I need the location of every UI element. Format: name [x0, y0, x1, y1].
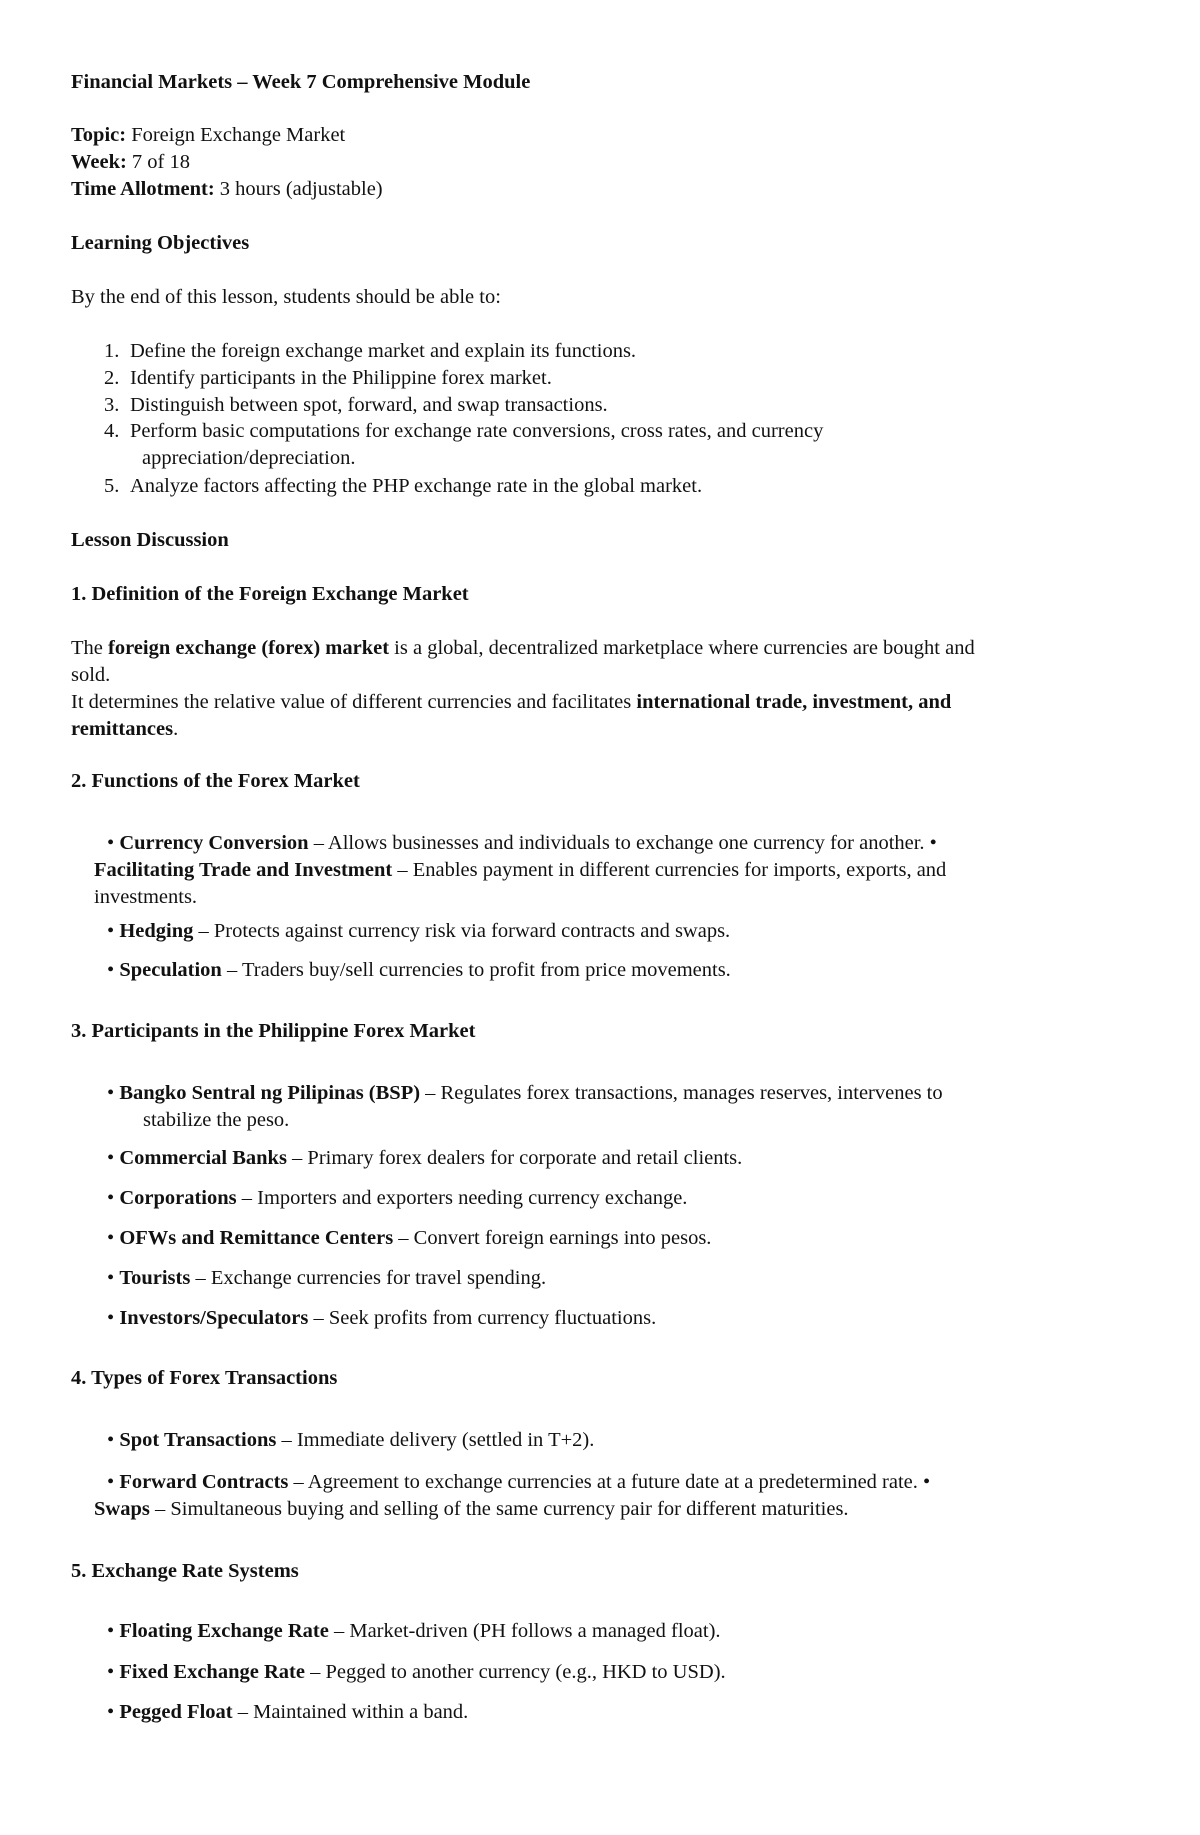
section-3-heading: 3. Participants in the Philippine Forex Market: [71, 1020, 476, 1042]
function-item-speculation: [107, 957, 1107, 984]
bold-term: Fixed Exchange Rate: [119, 1661, 305, 1683]
meta-value: 3 hours (adjustable): [214, 178, 383, 200]
function-item-currency-conversion: [94, 830, 1107, 911]
objectives-intro: By the end of this lesson, students should be able to:: [71, 286, 501, 308]
text-run: – Exchange currencies for travel spending.: [190, 1267, 547, 1289]
participant-item: [107, 1225, 1107, 1252]
text-run: – Seek profits from currency fluctuations.: [308, 1307, 657, 1329]
text-run: – Convert foreign earnings into pesos.: [393, 1227, 712, 1249]
objectives-heading: Learning Objectives: [71, 232, 250, 254]
objective-text-continued: appreciation/depreciation.: [142, 447, 356, 469]
text-run: – Maintained within a band.: [232, 1701, 469, 1723]
objective-number: 5.: [104, 475, 120, 497]
document-title: Financial Markets – Week 7 Comprehensive Module: [71, 71, 531, 93]
text-run: – Simultaneous buying and selling of the same currency pair for different maturities.: [149, 1498, 849, 1520]
bold-term: Pegged Float: [119, 1701, 233, 1723]
participant-item: [107, 1080, 1107, 1134]
text-run: investments.: [94, 886, 198, 908]
meta-label: Topic:: [71, 124, 127, 146]
transaction-item-swaps: [94, 1496, 1094, 1523]
bold-term: Investors/Speculators: [119, 1307, 309, 1329]
text-run: – Pegged to another currency (e.g., HKD to USD).: [304, 1661, 726, 1683]
text-run: The: [71, 637, 108, 659]
bold-term: Hedging: [119, 920, 194, 942]
bullet-glyph: •: [107, 1187, 115, 1209]
bullet-glyph: •: [107, 959, 115, 981]
text-run: – Regulates forex transactions, manages reserves, intervenes to: [420, 1082, 943, 1104]
objective-number: 2.: [104, 367, 120, 389]
bullet-glyph: •: [107, 832, 115, 854]
meta-label: Week:: [71, 151, 127, 173]
text-run: sold.: [71, 664, 111, 686]
bold-term: Commercial Banks: [119, 1147, 287, 1169]
text-run: is a global, decentralized marketplace where currencies are bought and: [389, 637, 975, 659]
bold-term: Corporations: [119, 1187, 237, 1209]
text-run: .: [173, 718, 179, 740]
objective-text: Analyze factors affecting the PHP exchange rate in the global market.: [130, 475, 703, 497]
bullet-glyph: •: [107, 920, 115, 942]
text-run: – Agreement to exchange currencies at a future date at a predetermined rate. •: [288, 1471, 931, 1493]
bold-term: Forward Contracts: [119, 1471, 289, 1493]
participant-item: [107, 1185, 1107, 1212]
section-5-heading: 5. Exchange Rate Systems: [71, 1560, 299, 1582]
meta-value: 7 of 18: [126, 151, 190, 173]
objective-number: 1.: [104, 340, 120, 362]
bold-term: Facilitating Trade and Investment: [94, 859, 393, 881]
rate-system-item: [107, 1699, 1107, 1726]
function-item-hedging: [107, 918, 1107, 945]
objective-item: [104, 473, 1114, 500]
bullet-glyph: •: [107, 1661, 115, 1683]
text-run: stabilize the peso.: [143, 1109, 290, 1131]
meta-topic: [71, 122, 1131, 149]
bullet-glyph: •: [107, 1147, 115, 1169]
section-1-paragraph-2: [71, 689, 1131, 743]
bold-term: Currency Conversion: [119, 832, 309, 854]
objective-item: [104, 365, 1114, 392]
meta-label: Time Allotment:: [71, 178, 215, 200]
transaction-item-spot: [107, 1427, 1107, 1454]
objective-number: 4.: [104, 420, 120, 442]
bullet-glyph: •: [107, 1701, 115, 1723]
objective-number: 3.: [104, 394, 120, 416]
participant-item: [107, 1265, 1107, 1292]
bold-term: Spot Transactions: [119, 1429, 277, 1451]
text-run: – Enables payment in different currencies for imports, exports, and: [392, 859, 947, 881]
objective-text: Distinguish between spot, forward, and swap transactions.: [130, 394, 608, 416]
bold-term: Bangko Sentral ng Pilipinas (BSP): [119, 1082, 421, 1104]
discussion-heading: Lesson Discussion: [71, 529, 229, 551]
participant-item: [107, 1145, 1107, 1172]
meta-value: Foreign Exchange Market: [126, 124, 346, 146]
bold-term: Swaps: [94, 1498, 150, 1520]
function-item-facilitating-trade: [94, 857, 1094, 911]
bold-term: Speculation: [119, 959, 222, 981]
text-run: – Market-driven (PH follows a managed float).: [328, 1620, 721, 1642]
objective-item: [104, 392, 1114, 419]
text-run: – Immediate delivery (settled in T+2).: [276, 1429, 595, 1451]
bullet-glyph: •: [107, 1307, 115, 1329]
text-run: – Traders buy/sell currencies to profit from price movements.: [221, 959, 731, 981]
bullet-glyph: •: [107, 1471, 115, 1493]
transaction-item-forward: [94, 1469, 1107, 1523]
rate-system-item: [107, 1659, 1107, 1686]
section-2-heading: 2. Functions of the Forex Market: [71, 770, 360, 792]
text-run: – Importers and exporters needing currency exchange.: [236, 1187, 688, 1209]
rate-system-item: [107, 1618, 1107, 1645]
meta-week: [71, 149, 1131, 176]
bullet-glyph: •: [107, 1227, 115, 1249]
bullet-glyph: •: [107, 1082, 115, 1104]
objective-item: [104, 338, 1114, 365]
bold-term: Floating Exchange Rate: [119, 1620, 329, 1642]
objective-text: Identify participants in the Philippine forex market.: [130, 367, 552, 389]
bold-term: remittances: [71, 718, 174, 740]
section-1-heading: 1. Definition of the Foreign Exchange Market: [71, 583, 469, 605]
bold-term: OFWs and Remittance Centers: [119, 1227, 394, 1249]
text-run: – Allows businesses and individuals to exchange one currency for another. •: [308, 832, 937, 854]
bullet-glyph: •: [107, 1267, 115, 1289]
section-4-heading: 4. Types of Forex Transactions: [71, 1367, 338, 1389]
bullet-glyph: •: [107, 1620, 115, 1642]
bold-term: Tourists: [119, 1267, 191, 1289]
participant-item: [107, 1305, 1107, 1332]
section-1-paragraph-1: [71, 635, 1131, 689]
bold-term: foreign exchange (forex) market: [108, 637, 390, 659]
text-run: – Primary forex dealers for corporate and retail clients.: [286, 1147, 743, 1169]
objective-text: Perform basic computations for exchange rate conversions, cross rates, and currency: [130, 420, 824, 442]
text-run: – Protects against currency risk via forward contracts and swaps.: [193, 920, 731, 942]
bullet-glyph: •: [107, 1429, 115, 1451]
objective-item: [104, 418, 1114, 472]
objective-text: Define the foreign exchange market and explain its functions.: [130, 340, 637, 362]
meta-time: [71, 176, 1131, 203]
bold-term: international trade, investment, and: [636, 691, 952, 713]
text-run: It determines the relative value of different currencies and facilitates: [71, 691, 637, 713]
